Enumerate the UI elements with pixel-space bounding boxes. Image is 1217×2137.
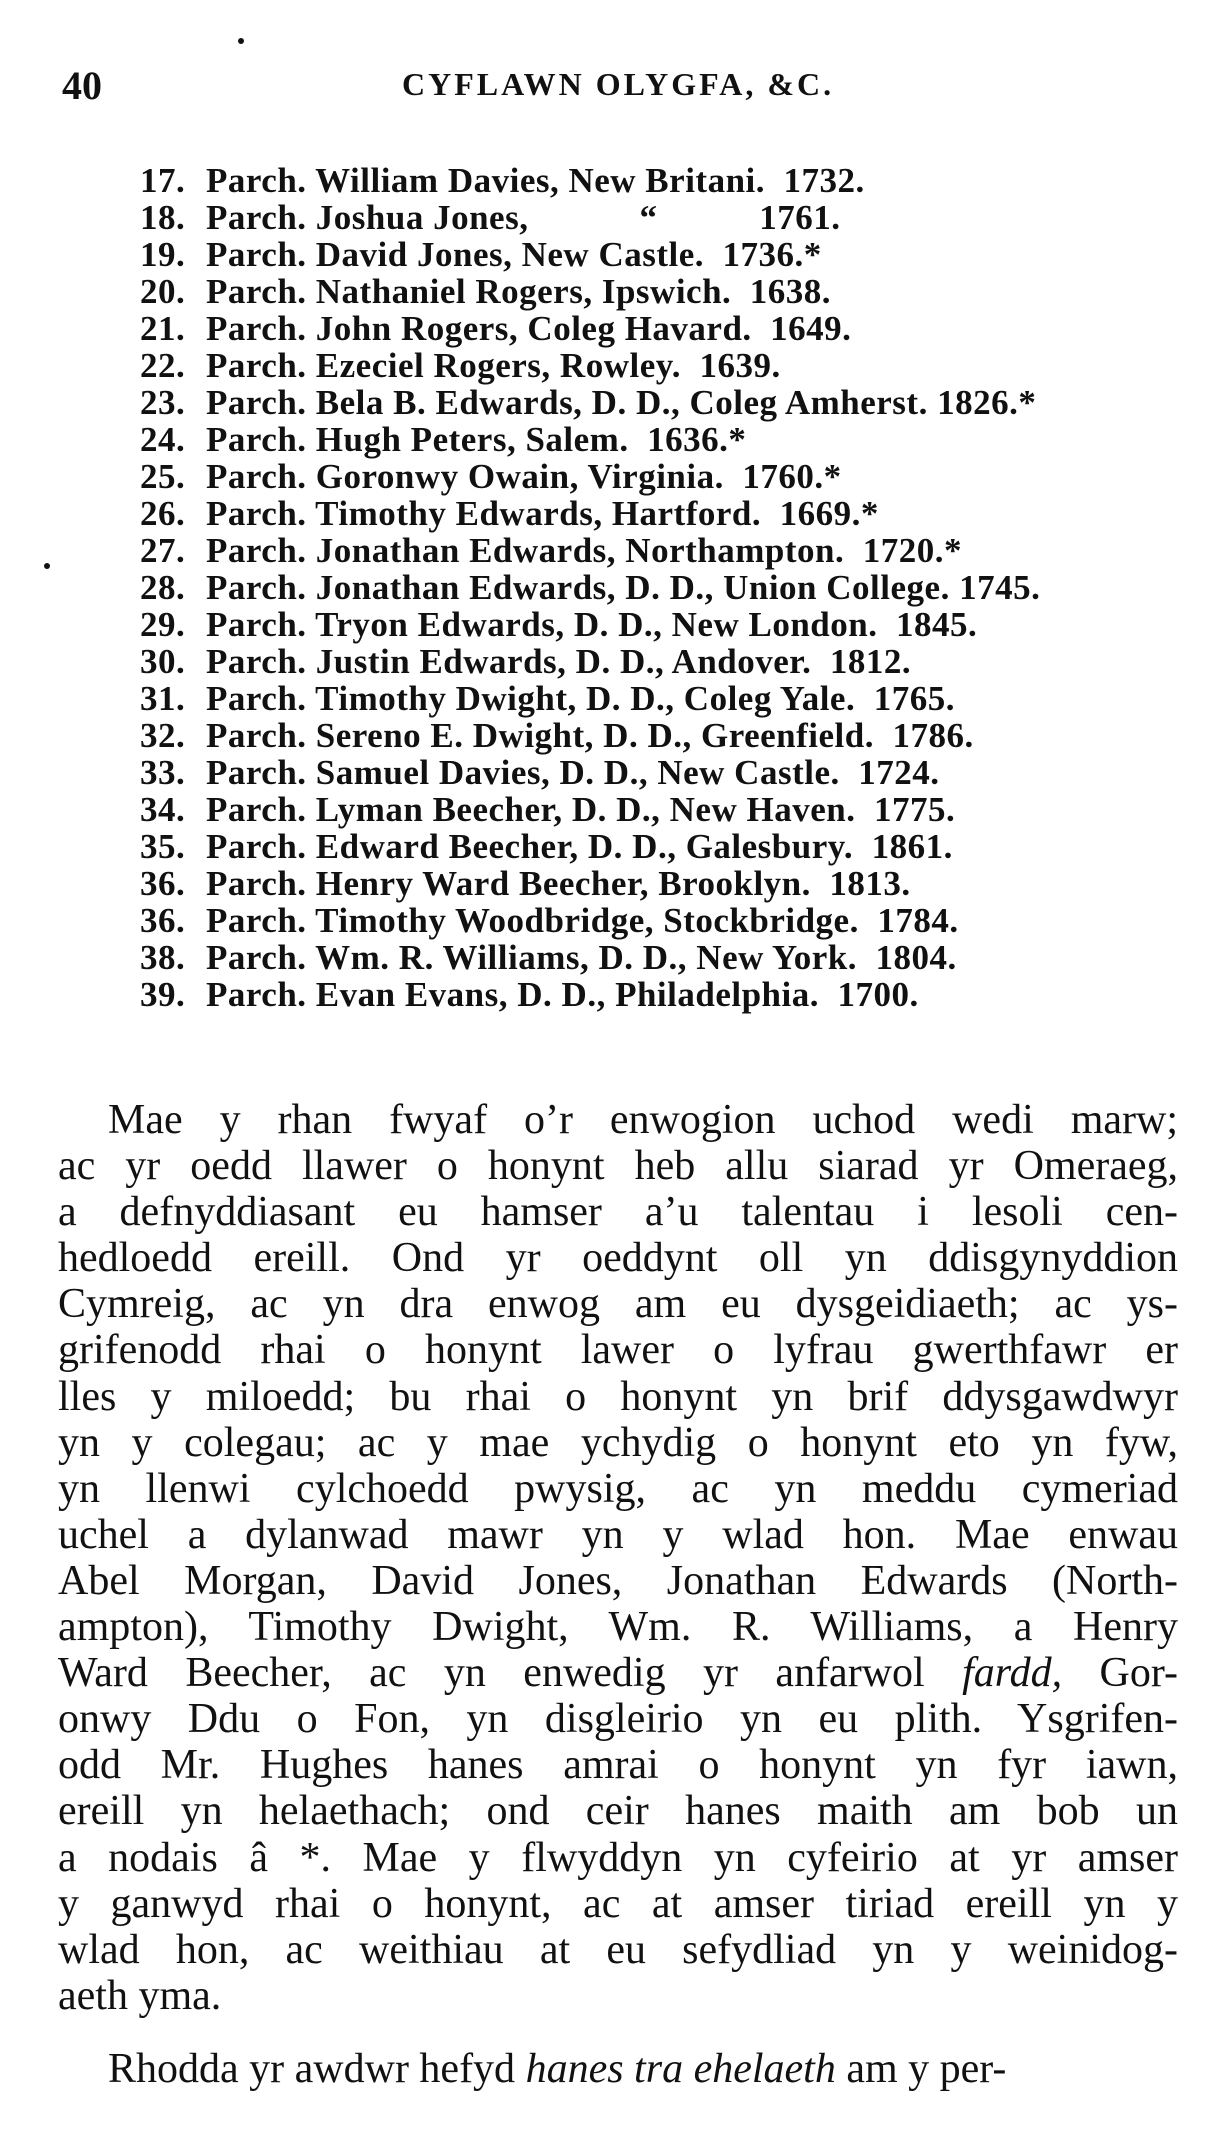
entry-text: Parch. Tryon Edwards, D. D., New London. 1845. bbox=[206, 605, 978, 644]
final-line bbox=[58, 2045, 1178, 2093]
paragraph-line: onwy Ddu o Fon, yn disgleirio yn eu plith. Ysgrifen- bbox=[58, 1696, 1178, 1743]
entry-text: Parch. William Davies, New Britani. 1732. bbox=[206, 161, 865, 200]
entry-text: Parch. Jonathan Edwards, D. D., Union College. 1745. bbox=[206, 568, 1041, 607]
entry-number: 31. bbox=[140, 679, 186, 718]
entry-text: Parch. Sereno E. Dwight, D. D., Greenfield. 1786. bbox=[206, 716, 974, 755]
entry-text: Parch. Timothy Edwards, Hartford. 1669.* bbox=[206, 494, 879, 533]
paragraph-text: Ward Beecher, ac yn enwedig yr anfarwol bbox=[58, 1650, 925, 1697]
paragraph-line: yn y colegau; ac y mae ychydig o honynt eto yn fyw, bbox=[58, 1419, 1178, 1466]
entry-text: Parch. Ezeciel Rogers, Rowley. 1639. bbox=[206, 346, 781, 385]
paragraph-line: a defnyddiasant eu hamser a’u talentau i lesoli cen- bbox=[58, 1189, 1178, 1236]
paragraph-line: ereill yn helaethach; ond ceir hanes maith am bob un bbox=[58, 1788, 1178, 1835]
paragraph-line: odd Mr. Hughes hanes amrai o honynt yn fyr iawn, bbox=[58, 1742, 1178, 1789]
list-item bbox=[140, 569, 1200, 606]
entry-number: 19. bbox=[140, 235, 186, 274]
list-item bbox=[140, 828, 1200, 865]
page-header bbox=[62, 62, 1102, 112]
list-item bbox=[140, 421, 1200, 458]
entry-text: Parch. Evan Evans, D. D., Philadelphia. 1700. bbox=[206, 975, 919, 1014]
entry-text: Parch. Hugh Peters, Salem. 1636.* bbox=[206, 420, 747, 459]
list-item bbox=[140, 384, 1200, 421]
entry-text: Parch. David Jones, New Castle. 1736.* bbox=[206, 235, 822, 274]
list-item bbox=[140, 236, 1200, 273]
paragraph-line: yn llenwi cylchoedd pwysig, ac yn meddu cymeriad bbox=[58, 1465, 1178, 1512]
entry-number: 22. bbox=[140, 346, 186, 385]
list-item bbox=[140, 865, 1200, 902]
list-item bbox=[140, 199, 1200, 236]
entry-number: 29. bbox=[140, 605, 186, 644]
list-item bbox=[140, 606, 1200, 643]
entry-text: Parch. Henry Ward Beecher, Brooklyn. 1813. bbox=[206, 864, 911, 903]
list-item bbox=[140, 939, 1200, 976]
entry-text: Parch. Goronwy Owain, Virginia. 1760.* bbox=[206, 457, 842, 496]
entry-text: Parch. Samuel Davies, D. D., New Castle. 1724. bbox=[206, 753, 940, 792]
entry-number: 36. bbox=[140, 901, 186, 940]
entry-number: 39. bbox=[140, 975, 186, 1014]
paragraph-line-with-italic bbox=[58, 1650, 1178, 1696]
entry-number: 26. bbox=[140, 494, 186, 533]
paragraph-line: lles y miloedd; bu rhai o honynt yn brif ddysgawdwyr bbox=[58, 1373, 1178, 1420]
paragraph-line: aeth yma. bbox=[58, 1972, 222, 2019]
entry-number: 28. bbox=[140, 568, 186, 607]
entry-text: Parch. Joshua Jones, “ 1761. bbox=[206, 198, 841, 237]
paragraph-line: grifenodd rhai o honynt lawer o lyfrau gwerthfawr er bbox=[58, 1327, 1178, 1374]
entry-number: 25. bbox=[140, 457, 186, 496]
ministers-list bbox=[140, 162, 1200, 1013]
list-item bbox=[140, 791, 1200, 828]
final-text: Rhodda yr awdwr hefyd bbox=[108, 2046, 516, 2092]
entry-number: 17. bbox=[140, 161, 186, 200]
entry-number: 27. bbox=[140, 531, 186, 570]
entry-text: Parch. Wm. R. Williams, D. D., New York. 1804. bbox=[206, 938, 957, 977]
entry-number: 18. bbox=[140, 198, 186, 237]
list-item bbox=[140, 458, 1200, 495]
entry-text: Parch. Jonathan Edwards, Northampton. 1720.* bbox=[206, 531, 962, 570]
paragraph-line: ampton), Timothy Dwight, Wm. R. Williams, a Henry bbox=[58, 1604, 1178, 1651]
list-item bbox=[140, 310, 1200, 347]
print-speck bbox=[44, 563, 50, 569]
entry-number: 36. bbox=[140, 864, 186, 903]
entry-number: 21. bbox=[140, 309, 186, 348]
entry-text: Parch. John Rogers, Coleg Havard. 1649. bbox=[206, 309, 852, 348]
entry-text: Parch. Timothy Dwight, D. D., Coleg Yale. 1765. bbox=[206, 679, 955, 718]
final-italic: hanes tra ehelaeth bbox=[525, 2046, 836, 2092]
paragraph-line: ac yr oedd llawer o honynt heb allu siarad yr Omeraeg, bbox=[58, 1143, 1178, 1190]
entry-text: Parch. Timothy Woodbridge, Stockbridge. 1784. bbox=[206, 901, 959, 940]
list-item bbox=[140, 717, 1200, 754]
entry-number: 23. bbox=[140, 383, 186, 422]
list-item bbox=[140, 347, 1200, 384]
running-title: CYFLAWN OLYGFA, &C. bbox=[402, 66, 835, 102]
entry-number: 24. bbox=[140, 420, 186, 459]
entry-text: Parch. Nathaniel Rogers, Ipswich. 1638. bbox=[206, 272, 832, 311]
entry-text: Parch. Bela B. Edwards, D. D., Coleg Amherst. 1826.* bbox=[206, 383, 1037, 422]
paragraph-line: Cymreig, ac yn dra enwog am eu dysgeidiaeth; ac ys- bbox=[58, 1281, 1178, 1328]
paragraph-line: Mae y rhan fwyaf o’r enwogion uchod wedi marw; bbox=[108, 1097, 1178, 1143]
entry-number: 30. bbox=[140, 642, 186, 681]
paragraph-line: uchel a dylanwad mawr yn y wlad hon. Mae enwau bbox=[58, 1511, 1178, 1558]
list-item bbox=[140, 495, 1200, 532]
paragraph-line: hedloedd ereill. Ond yr oeddynt oll yn ddisgynyddion bbox=[58, 1235, 1178, 1282]
print-speck bbox=[238, 38, 244, 44]
paragraph-line: y ganwyd rhai o honynt, ac at amser tiriad ereill yn y bbox=[58, 1880, 1178, 1927]
entry-text: Parch. Lyman Beecher, D. D., New Haven. 1775. bbox=[206, 790, 956, 829]
list-item bbox=[140, 273, 1200, 310]
list-item bbox=[140, 643, 1200, 680]
entry-number: 35. bbox=[140, 827, 186, 866]
entry-number: 20. bbox=[140, 272, 186, 311]
entry-number: 33. bbox=[140, 753, 186, 792]
list-item bbox=[140, 532, 1200, 569]
final-text: am y per- bbox=[846, 2046, 1007, 2092]
entry-text: Parch. Justin Edwards, D. D., Andover. 1812. bbox=[206, 642, 912, 681]
body-paragraph bbox=[58, 1097, 1178, 2019]
entry-number: 34. bbox=[140, 790, 186, 829]
list-item bbox=[140, 162, 1200, 199]
entry-number: 38. bbox=[140, 938, 186, 977]
list-item bbox=[140, 902, 1200, 939]
paragraph-line: wlad hon, ac weithiau at eu sefydliad yn y weinidog- bbox=[58, 1926, 1178, 1973]
entry-number: 32. bbox=[140, 716, 186, 755]
entry-text: Parch. Edward Beecher, D. D., Galesbury. 1861. bbox=[206, 827, 953, 866]
paragraph-text: Gor- bbox=[1099, 1650, 1179, 1697]
paragraph-line: a nodais â *. Mae y flwyddyn yn cyfeirio at yr amser bbox=[58, 1834, 1178, 1881]
list-item bbox=[140, 754, 1200, 791]
paragraph-line: Abel Morgan, David Jones, Jonathan Edwards (North- bbox=[58, 1557, 1178, 1604]
list-item bbox=[140, 976, 1200, 1013]
italic-fardd: fardd, bbox=[962, 1650, 1063, 1697]
list-item bbox=[140, 680, 1200, 717]
page-number: 40 bbox=[62, 63, 102, 108]
